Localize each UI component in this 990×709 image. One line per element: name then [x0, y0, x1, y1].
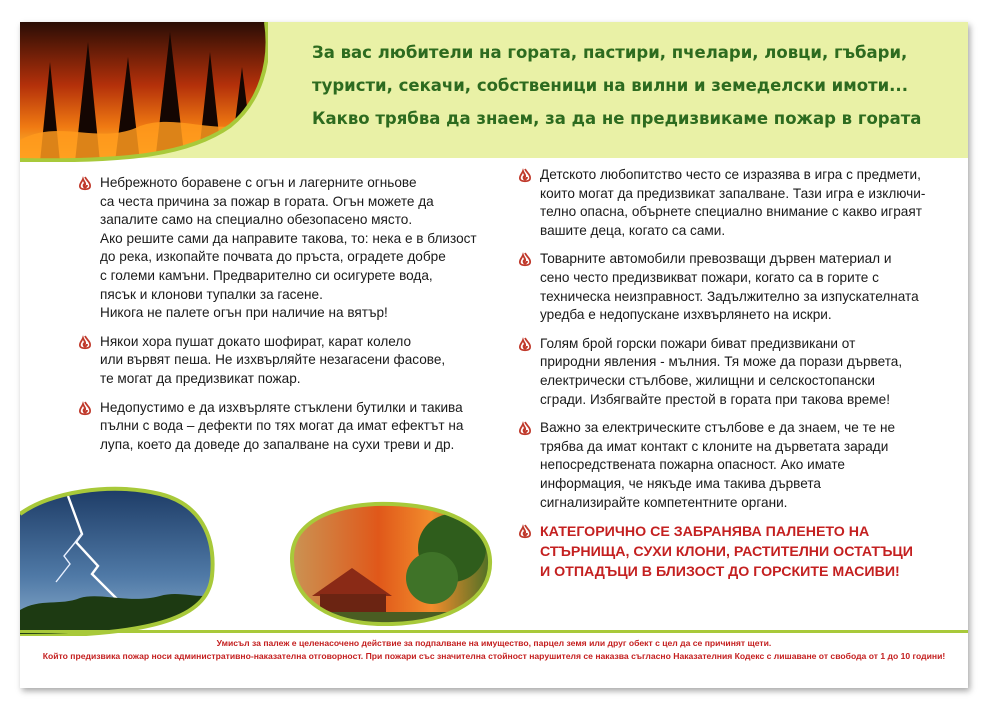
footer-divider: [20, 630, 968, 633]
line: Важно за електрическите стълбове е да знаем, че те не: [540, 420, 896, 436]
line: или вървят пеша. Не изхвърляйте незагасени фасове,: [100, 352, 446, 368]
line: природни явления - мълния. Тя може да порази дървета,: [540, 354, 903, 370]
line: Детското любопитство често се изразява в игра с предмети,: [540, 167, 921, 182]
poster: [20, 22, 968, 688]
line: с големи камъни. Предварително си осигурете вода,: [100, 267, 433, 283]
warning-line: СТЪРНИЩА, СУХИ КЛОНИ, РАСТИТЕЛНИ ОСТАТЪЦИ: [540, 544, 913, 561]
fire-drop-icon: [518, 168, 532, 183]
footer-line-2: Който предизвика пожар носи административно-наказателна отговорност. При пожари със значителна стойност нарушителя се наказва съгласно Наказателния Кодекс с лишаване от свобода от 1 до 10 години!: [42, 651, 946, 661]
fire-drop-icon: [78, 401, 92, 416]
line: Никога не палете огън при наличие на вятър!: [100, 305, 388, 321]
warning-line: КАТЕГОРИЧНО СЕ ЗАБРАНЯВА ПАЛЕНЕТО НА: [540, 524, 870, 541]
bullet-item: [78, 399, 498, 455]
line: пълни с вода – дефекти по тях могат да имат ефектът на: [100, 418, 464, 434]
line: уредба е недопускане изхвърлянето на искри.: [540, 307, 832, 323]
line: до река, изкопайте почвата до пръста, оградете добре: [100, 249, 446, 265]
line: лупа, което да доведе до запалване на сухи треви и др.: [100, 436, 455, 452]
line: Ако решите сами да направите такова, то: нека е в близост: [100, 230, 477, 246]
bullet-item: [518, 250, 938, 324]
fire-drop-icon: [518, 421, 532, 436]
fire-drop-icon: [518, 252, 532, 267]
line: електрически стълбове, жилищни и селскостопански: [540, 372, 875, 388]
line: Товарните автомобили превозващи дървен материал и: [540, 251, 892, 267]
warning-item: [518, 522, 938, 582]
bullet-item: [78, 174, 498, 323]
forest-fire-photo: [20, 22, 268, 162]
bullet-item: [518, 335, 938, 409]
line: Недопустимо е да изхвърляте стъклени бутилки и такива: [100, 399, 463, 415]
lightning-photo: [20, 486, 216, 636]
line: телно опасна, обърнете специално внимание с какво играят: [540, 204, 922, 220]
line: информация, че някъде има такива дървета: [540, 475, 821, 491]
line: непосредствената пожарна опасност. Ако имате: [540, 457, 845, 473]
line: пясък и клонови тупалки за гасене.: [100, 286, 323, 302]
footer-line-1: Умисъл за палеж е целенасочено действие за подпалване на имущество, парцел земя или друг обект с цел да се причинят щети.: [216, 638, 772, 648]
line: Голям брой горски пожари биват предизвикани от: [540, 335, 856, 351]
line: трябва да имат контакт с клоните на дърветата заради: [540, 438, 889, 454]
line: Някои хора пушат докато шофират, карат колело: [100, 333, 412, 349]
headline-line-3: Какво трябва да знаем, за да не предизвикаме пожар в гората: [312, 109, 922, 128]
line: които могат да предизвикат запалване. Тази игра е изключи-: [540, 185, 926, 201]
line: сено често предизвикват пожари, когато са в горите с: [540, 269, 879, 285]
warning-line: И ОТПАДЪЦИ В БЛИЗОСТ ДО ГОРСКИТЕ МАСИВИ!: [540, 564, 900, 581]
line: сгради. Избягвайте престой в гората при такова време!: [540, 391, 890, 407]
bullet-item: [518, 166, 938, 240]
line: техническа неизправност. Задължително за изпускателната: [540, 288, 919, 304]
headline-line-1: За вас любители на гората, пастири, пчелари, ловци, гъбари,: [312, 43, 908, 62]
fire-drop-icon: [78, 176, 92, 191]
fire-drop-icon: [518, 524, 532, 539]
right-column: [518, 166, 938, 592]
line: вашите деца, когато са сами.: [540, 222, 726, 238]
footer: [20, 637, 968, 663]
fire-drop-icon: [518, 337, 532, 352]
line: сигнализирайте компетентните органи.: [540, 494, 788, 510]
line: са честа причина за пожар в гората. Огън можете да: [100, 193, 434, 209]
fire-drop-icon: [78, 335, 92, 350]
bullet-item: [518, 419, 938, 512]
headline: [312, 36, 952, 135]
line: те могат да предизвикат пожар.: [100, 370, 301, 386]
headline-line-2: туристи, секачи, собственици на вилни и земеделски имоти...: [312, 76, 908, 95]
left-column: [78, 174, 498, 464]
house-fire-photo: [282, 498, 496, 626]
line: Небрежното боравене с огън и лагерните огньове: [100, 175, 417, 190]
bullet-item: [78, 333, 498, 389]
line: запалите само на специално обезопасено място.: [100, 212, 413, 228]
